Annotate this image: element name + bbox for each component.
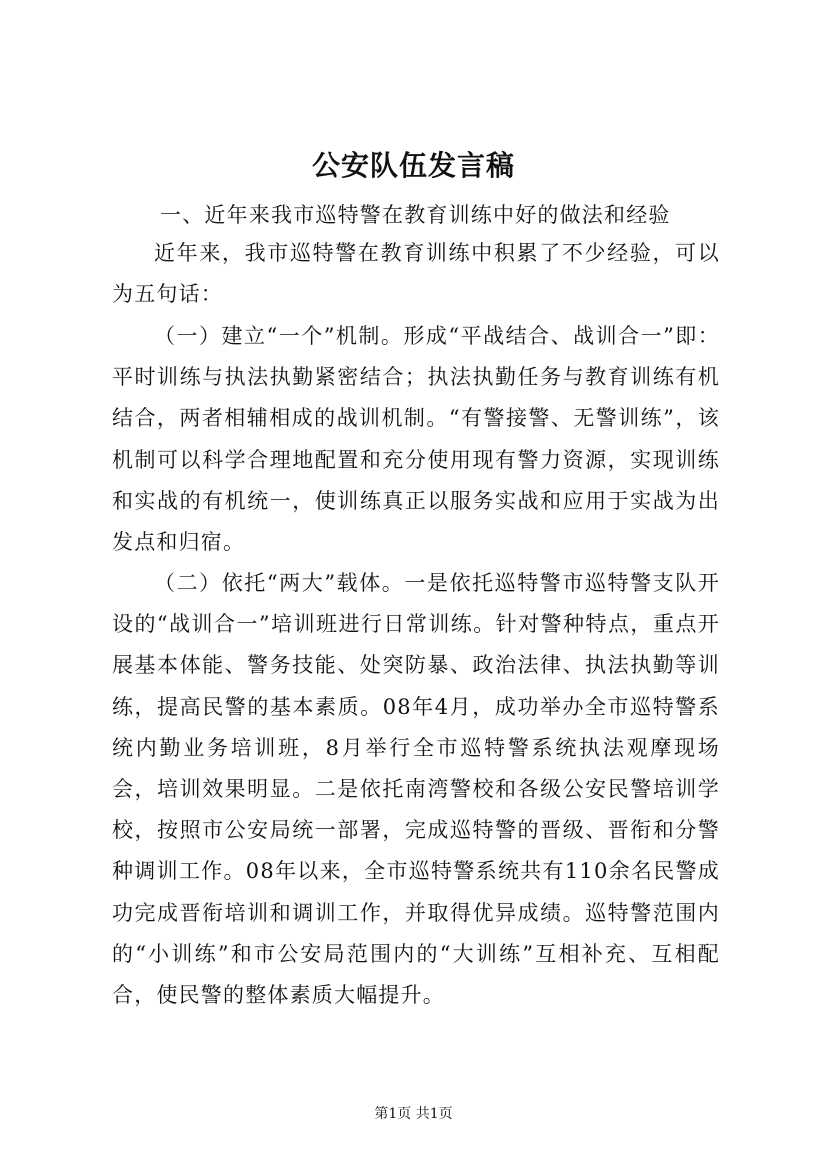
section-heading: 一、近年来我市巡特警在教育训练中好的做法和经验	[160, 203, 671, 227]
document-title: 公安队伍发言稿	[311, 149, 515, 182]
page-number-footer: 第1页 共1页	[374, 1106, 453, 1122]
paragraph-mechanism: （一）建立“一个”机制。形成“平战结合、战训合一”即：平时训练与执法执勤紧密结合；执法执勤任务与教育训练有机结合，两者相辅相成的战训机制。“有警接警、无警训练”，该机制可以科学合理地配置和充分使用现有警力资源，实现训练和实战的有机统一，使训练真正以服务实战和应用于实战为出发点和归宿。	[112, 324, 720, 555]
paragraph-carriers: （二）依托“两大”载体。一是依托巡特警市巡特警支队开设的“战训合一”培训班进行日常训练。针对警种特点，重点开展基本体能、警务技能、处突防暴、政治法律、执法执勤等训练，提高民警的基本素质。08年4月，成功举办全市巡特警系统内勤业务培训班，8月举行全市巡特警系统执法观摩现场会，培训效果明显。二是依托南湾警校和各级公安民警培训学校，按照市公安局统一部署，完成巡特警的晋级、晋衔和分警种调训工作。08年以来，全市巡特警系统共有110余名民警成功完成晋衔培训和调训工作，并取得优异成绩。巡特警范围内的“小训练”和市公安局范围内的“大训练”互相补充、互相配合，使民警的整体素质大幅提升。	[112, 571, 720, 1008]
paragraph-intro: 近年来，我市巡特警在教育训练中积累了不少经验，可以为五句话：	[112, 241, 720, 307]
